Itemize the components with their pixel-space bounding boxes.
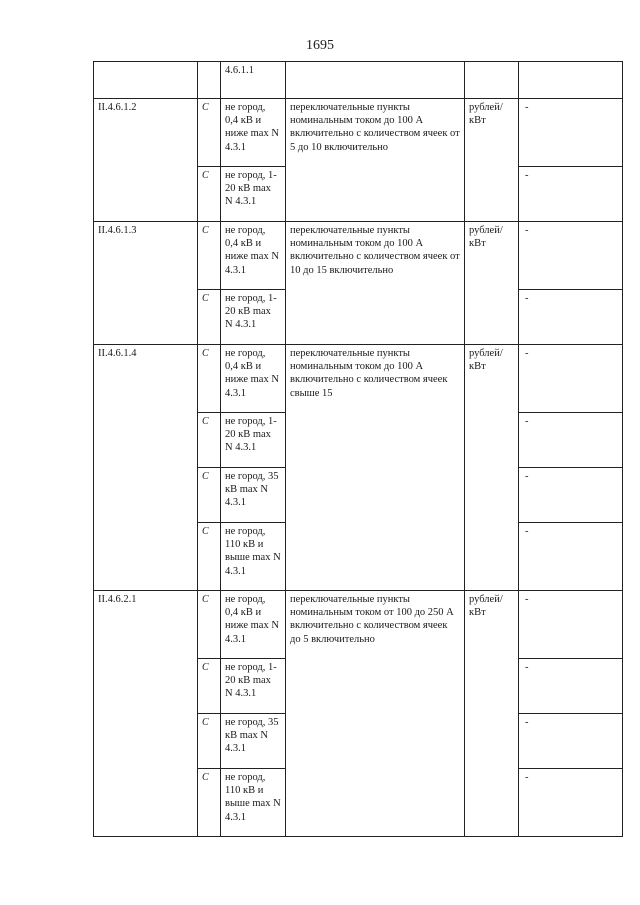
indicator-cell: С [198, 591, 221, 659]
description-cell: переключательные пункты номинальным током от 100 до 250 А включительно с количеством ячеек до 5 включительно [286, 591, 465, 837]
unit-cell: рублей/ кВт [465, 222, 519, 345]
value-cell: - [519, 345, 623, 413]
value-cell: - [519, 714, 623, 769]
indicator-cell: С [198, 659, 221, 714]
indicator-cell: С [198, 99, 221, 167]
code-cell: II.4.6.2.1 [94, 591, 198, 837]
value-cell: - [519, 413, 623, 468]
table-row-continuation [94, 62, 623, 99]
value-cell: - [519, 222, 623, 290]
unit-cell: рублей/ кВт [465, 345, 519, 591]
condition-cell: не город, 0,4 кВ и ниже max N 4.3.1 [221, 99, 286, 167]
code-cell: II.4.6.1.3 [94, 222, 198, 345]
value-cell: - [519, 468, 623, 523]
condition-cell: 4.6.1.1 [221, 62, 286, 99]
condition-cell: не город, 0,4 кВ и ниже max N 4.3.1 [221, 222, 286, 290]
code-cell: II.4.6.1.4 [94, 345, 198, 591]
condition-cell: не город, 1-20 кВ max N 4.3.1 [221, 659, 286, 714]
description-cell: переключательные пункты номинальным током до 100 А включительно с количеством ячеек свыше 15 [286, 345, 465, 591]
table-row [94, 591, 623, 659]
description-cell [286, 62, 465, 99]
value-cell: - [519, 591, 623, 659]
table-row [94, 345, 623, 413]
indicator-cell [198, 62, 221, 99]
condition-cell: не город, 1-20 кВ max N 4.3.1 [221, 290, 286, 345]
code-cell [94, 62, 198, 99]
value-cell: - [519, 523, 623, 591]
condition-cell: не город, 110 кВ и выше max N 4.3.1 [221, 769, 286, 837]
unit-cell: рублей/ кВт [465, 99, 519, 222]
condition-cell: не город, 0,4 кВ и ниже max N 4.3.1 [221, 345, 286, 413]
table-row [94, 99, 623, 167]
indicator-cell: С [198, 523, 221, 591]
table-row [94, 222, 623, 290]
page-number: 1695 [306, 38, 334, 53]
description-cell: переключательные пункты номинальным током до 100 А включительно с количеством ячеек от 10 до 15 включительно [286, 222, 465, 345]
indicator-cell: С [198, 769, 221, 837]
indicator-cell: С [198, 290, 221, 345]
value-cell: - [519, 167, 623, 222]
indicator-cell: С [198, 222, 221, 290]
indicator-cell: С [198, 714, 221, 769]
value-cell: - [519, 99, 623, 167]
condition-cell: не город, 0,4 кВ и ниже max N 4.3.1 [221, 591, 286, 659]
condition-cell: не город, 35 кВ max N 4.3.1 [221, 714, 286, 769]
condition-cell: не город, 1-20 кВ max N 4.3.1 [221, 167, 286, 222]
indicator-cell: С [198, 468, 221, 523]
unit-cell: рублей/ кВт [465, 591, 519, 837]
value-cell [519, 62, 623, 99]
indicator-cell: С [198, 345, 221, 413]
condition-cell: не город, 110 кВ и выше max N 4.3.1 [221, 523, 286, 591]
value-cell: - [519, 659, 623, 714]
value-cell: - [519, 769, 623, 837]
condition-cell: не город, 35 кВ max N 4.3.1 [221, 468, 286, 523]
tariff-table [93, 61, 623, 837]
code-cell: II.4.6.1.2 [94, 99, 198, 222]
indicator-cell: С [198, 167, 221, 222]
indicator-cell: С [198, 413, 221, 468]
description-cell: переключательные пункты номинальным током до 100 А включительно с количеством ячеек от 5 до 10 включительно [286, 99, 465, 222]
condition-cell: не город, 1-20 кВ max N 4.3.1 [221, 413, 286, 468]
value-cell: - [519, 290, 623, 345]
unit-cell [465, 62, 519, 99]
